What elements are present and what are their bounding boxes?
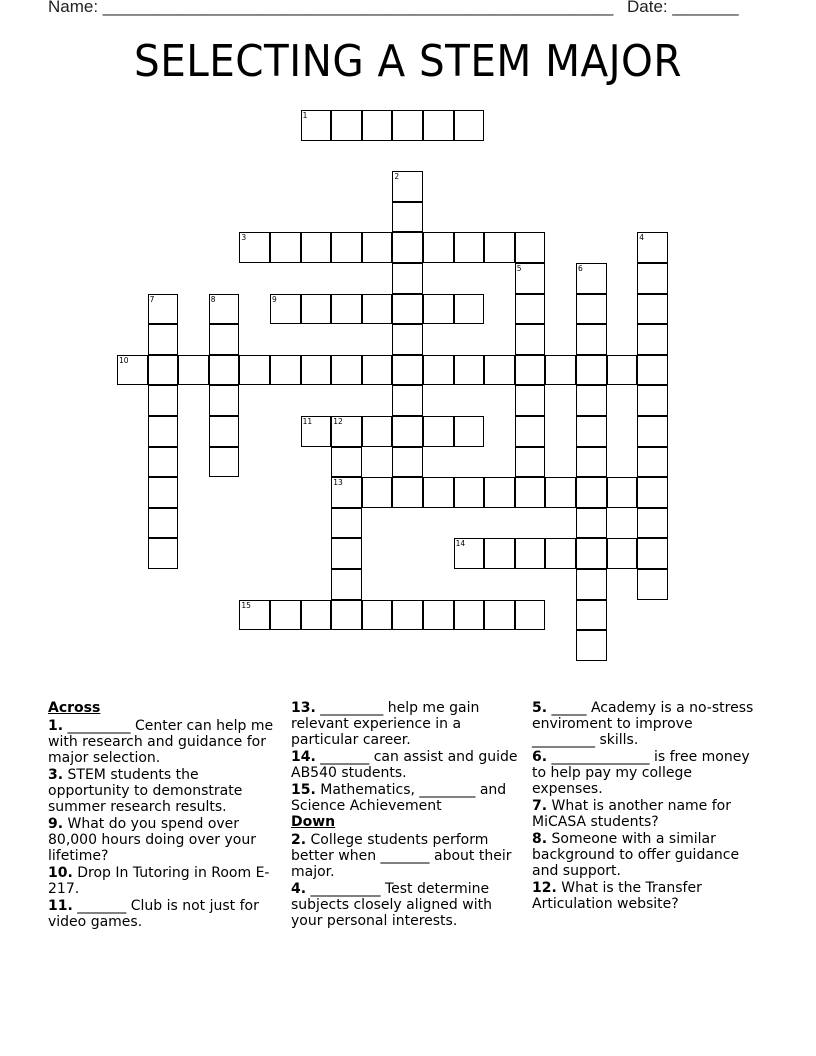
grid-cell[interactable] — [637, 508, 668, 539]
grid-cell[interactable] — [576, 416, 607, 447]
grid-cell[interactable] — [209, 416, 240, 447]
clue-num: 9. — [48, 816, 64, 832]
clue — [291, 832, 519, 880]
clue — [532, 798, 760, 830]
grid-cell[interactable] — [515, 263, 546, 294]
grid-cell[interactable] — [301, 355, 332, 386]
grid-cell[interactable] — [515, 324, 546, 355]
clue-text: _________ Center can help me with research and guidance for major selection. — [48, 718, 274, 766]
clue-number: 13 — [333, 478, 343, 488]
grid-cell[interactable] — [362, 355, 393, 386]
grid-cell[interactable] — [148, 477, 179, 508]
grid-cell[interactable] — [454, 355, 485, 386]
grid-cell[interactable] — [270, 355, 301, 386]
clue — [532, 880, 760, 912]
name-field[interactable]: Name: ______________________________________________________ — [48, 0, 614, 16]
clue-text: College students perform better when _______ about their major. — [291, 832, 512, 880]
clue-num: 1. — [48, 718, 64, 734]
grid-cell[interactable] — [392, 232, 423, 263]
down-heading: Down — [291, 814, 336, 830]
clue-text: ______________ is free money to help pay my college expenses. — [532, 749, 750, 797]
grid-cell[interactable] — [637, 385, 668, 416]
clue — [291, 881, 519, 929]
grid-cell[interactable] — [239, 355, 270, 386]
grid-cell[interactable] — [392, 416, 423, 447]
grid-cell[interactable] — [392, 477, 423, 508]
grid-cell[interactable] — [209, 447, 240, 478]
grid-cell[interactable] — [148, 294, 179, 325]
grid-cell[interactable] — [637, 263, 668, 294]
clue-text: Mathematics, ________ and Science Achievement — [291, 782, 507, 814]
clue — [48, 767, 276, 815]
clue-num: 2. — [291, 832, 307, 848]
clue-number: 4 — [639, 233, 644, 243]
grid-cell[interactable] — [270, 600, 301, 631]
grid-cell[interactable] — [392, 202, 423, 233]
grid-cell[interactable] — [148, 355, 179, 386]
grid-cell[interactable] — [362, 294, 393, 325]
grid-cell[interactable] — [270, 232, 301, 263]
grid-cell[interactable] — [576, 630, 607, 661]
clue-num: 12. — [532, 880, 557, 896]
clue-text: What is another name for MiCASA students? — [532, 798, 731, 830]
grid-cell[interactable] — [576, 385, 607, 416]
grid-cell[interactable] — [362, 232, 393, 263]
grid-cell[interactable] — [209, 294, 240, 325]
clue-num: 10. — [48, 865, 73, 881]
grid-cell[interactable] — [454, 416, 485, 447]
grid-cell[interactable] — [484, 355, 515, 386]
clue-number: 1 — [302, 111, 308, 120]
grid-cell[interactable] — [423, 232, 454, 263]
clue-num: 11. — [48, 898, 73, 914]
grid-cell[interactable] — [362, 477, 393, 508]
grid-cell[interactable] — [576, 538, 607, 569]
grid-cell[interactable] — [576, 569, 607, 600]
grid-cell[interactable] — [515, 538, 546, 569]
grid-cell[interactable] — [331, 232, 362, 263]
grid-cell[interactable] — [637, 294, 668, 325]
clue-number: 11 — [302, 417, 313, 426]
grid-cell[interactable] — [209, 324, 240, 355]
clue-text: __________ Test determine subjects closely aligned with your personal interests. — [291, 881, 492, 929]
clue-num: 7. — [532, 798, 548, 814]
grid-cell[interactable] — [484, 538, 515, 569]
date-field[interactable]: Date: _______ — [627, 0, 739, 16]
grid-cell[interactable] — [392, 171, 423, 202]
clues-column-3 — [532, 700, 760, 913]
grid-cell[interactable] — [637, 355, 668, 386]
grid-cell[interactable] — [637, 232, 668, 263]
grid-cell[interactable] — [484, 232, 515, 263]
clue — [532, 700, 760, 748]
grid-cell[interactable] — [331, 477, 362, 508]
grid-cell[interactable] — [576, 324, 607, 355]
grid-cell[interactable] — [148, 447, 179, 478]
grid-cell[interactable] — [607, 355, 638, 386]
grid-cell[interactable] — [515, 416, 546, 447]
grid-cell[interactable] — [148, 324, 179, 355]
clues-column-1 — [48, 700, 276, 931]
grid-cell[interactable] — [545, 355, 576, 386]
clues-column-2 — [291, 700, 519, 930]
clue-number: 6 — [578, 264, 583, 273]
grid-cell[interactable] — [484, 600, 515, 631]
grid-cell[interactable] — [331, 538, 362, 569]
clue — [48, 718, 276, 766]
clue-text: Drop In Tutoring in Room E-217. — [48, 865, 270, 897]
grid-cell[interactable] — [331, 355, 362, 386]
grid-cell[interactable] — [331, 447, 362, 478]
grid-cell[interactable] — [515, 477, 546, 508]
grid-cell[interactable] — [637, 569, 668, 600]
clue-num: 5. — [532, 700, 548, 716]
grid-cell[interactable] — [392, 355, 423, 386]
clue — [291, 782, 519, 814]
grid-cell[interactable] — [515, 294, 546, 325]
grid-cell[interactable] — [637, 416, 668, 447]
grid-cell[interactable] — [637, 477, 668, 508]
grid-cell[interactable] — [392, 385, 423, 416]
clue-num: 3. — [48, 767, 64, 783]
grid-cell[interactable] — [331, 416, 362, 447]
grid-cell[interactable] — [148, 416, 179, 447]
grid-cell[interactable] — [331, 294, 362, 325]
grid-cell[interactable] — [423, 355, 454, 386]
clue-number: 12 — [333, 417, 343, 426]
clue — [48, 816, 276, 864]
clue-text: Someone with a similar background to offer guidance and support. — [532, 831, 740, 879]
page-title: SELECTING A STEM MAJOR — [134, 36, 682, 87]
across-heading: Across — [48, 700, 101, 716]
grid-cell[interactable] — [637, 538, 668, 569]
clue-num: 14. — [291, 749, 316, 765]
grid-cell[interactable] — [423, 110, 454, 141]
grid-cell[interactable] — [454, 538, 485, 569]
grid-cell[interactable] — [576, 477, 607, 508]
grid-cell[interactable] — [392, 263, 423, 294]
clue-text: _________ help me gain relevant experience in a particular career. — [291, 700, 480, 748]
grid-cell[interactable] — [148, 508, 179, 539]
grid-cell[interactable] — [576, 600, 607, 631]
clue-number: 8 — [210, 294, 216, 304]
clue — [532, 749, 760, 797]
grid-cell[interactable] — [301, 232, 332, 263]
grid-cell[interactable] — [331, 508, 362, 539]
clue-num: 13. — [291, 700, 316, 716]
grid-cell[interactable] — [484, 477, 515, 508]
grid-cell[interactable] — [362, 600, 393, 631]
clue-num: 8. — [532, 831, 548, 847]
grid-cell[interactable] — [607, 477, 638, 508]
grid-cell[interactable] — [454, 600, 485, 631]
grid-cell[interactable] — [362, 110, 393, 141]
grid-cell[interactable] — [423, 600, 454, 631]
grid-cell[interactable] — [178, 355, 209, 386]
clue-number: 9 — [272, 294, 277, 304]
grid-cell[interactable] — [423, 294, 454, 325]
clue — [532, 831, 760, 879]
grid-cell[interactable] — [301, 416, 332, 447]
grid-cell[interactable] — [117, 355, 148, 386]
clue — [291, 700, 519, 748]
grid-cell[interactable] — [454, 232, 485, 263]
clue-number: 2 — [394, 172, 400, 182]
clue-text: What is the Transfer Articulation website? — [532, 880, 702, 912]
grid-cell[interactable] — [392, 294, 423, 325]
grid-cell[interactable] — [576, 355, 607, 386]
grid-cell[interactable] — [392, 447, 423, 478]
clue-number: 14 — [455, 539, 466, 549]
clue-num: 4. — [291, 881, 307, 897]
grid-cell[interactable] — [454, 477, 485, 508]
clue-num: 6. — [532, 749, 548, 765]
grid-cell[interactable] — [362, 416, 393, 447]
grid-cell[interactable] — [454, 294, 485, 325]
grid-cell[interactable] — [148, 385, 179, 416]
grid-cell[interactable] — [209, 385, 240, 416]
grid-cell[interactable] — [515, 355, 546, 386]
grid-cell[interactable] — [301, 600, 332, 631]
grid-cell[interactable] — [637, 324, 668, 355]
grid-cell[interactable] — [148, 538, 179, 569]
grid-cell[interactable] — [576, 263, 607, 294]
clue-number: 5 — [516, 264, 522, 273]
clue-number: 3 — [241, 233, 247, 243]
grid-cell[interactable] — [331, 569, 362, 600]
grid-cell[interactable] — [576, 508, 607, 539]
grid-cell[interactable] — [576, 294, 607, 325]
grid-cell[interactable] — [331, 600, 362, 631]
clue-text: What do you spend over 80,000 hours doing over your lifetime? — [48, 816, 256, 864]
grid-cell[interactable] — [607, 538, 638, 569]
clue-text: _______ can assist and guide AB540 students. — [291, 749, 518, 781]
clue-num: 15. — [291, 782, 316, 798]
clue — [291, 749, 519, 781]
clue-number: 7 — [149, 294, 155, 304]
grid-cell[interactable] — [270, 294, 301, 325]
grid-cell[interactable] — [515, 232, 546, 263]
grid-cell[interactable] — [301, 294, 332, 325]
clue-text: _______ Club is not just for video games. — [48, 898, 259, 930]
grid-cell[interactable] — [392, 110, 423, 141]
grid-cell[interactable] — [239, 232, 270, 263]
clue — [48, 865, 276, 897]
grid-cell[interactable] — [576, 447, 607, 478]
grid-cell[interactable] — [454, 110, 485, 141]
clue-number: 10 — [119, 355, 129, 365]
clue-text: _____ Academy is a no-stress enviroment to improve _________ skills. — [532, 700, 754, 748]
grid-cell[interactable] — [423, 416, 454, 447]
grid-cell[interactable] — [301, 110, 332, 141]
grid-cell[interactable] — [637, 447, 668, 478]
grid-cell[interactable] — [209, 355, 240, 386]
grid-cell[interactable] — [515, 385, 546, 416]
grid-cell[interactable] — [239, 600, 270, 631]
grid-cell[interactable] — [392, 600, 423, 631]
grid-cell[interactable] — [515, 447, 546, 478]
clue — [48, 898, 276, 930]
grid-cell[interactable] — [545, 477, 576, 508]
grid-cell[interactable] — [515, 600, 546, 631]
clue-number: 15 — [241, 600, 251, 610]
grid-cell[interactable] — [545, 538, 576, 569]
grid-cell[interactable] — [392, 324, 423, 355]
clue-text: STEM students the opportunity to demonstrate summer research results. — [48, 767, 243, 815]
grid-cell[interactable] — [331, 110, 362, 141]
grid-cell[interactable] — [423, 477, 454, 508]
